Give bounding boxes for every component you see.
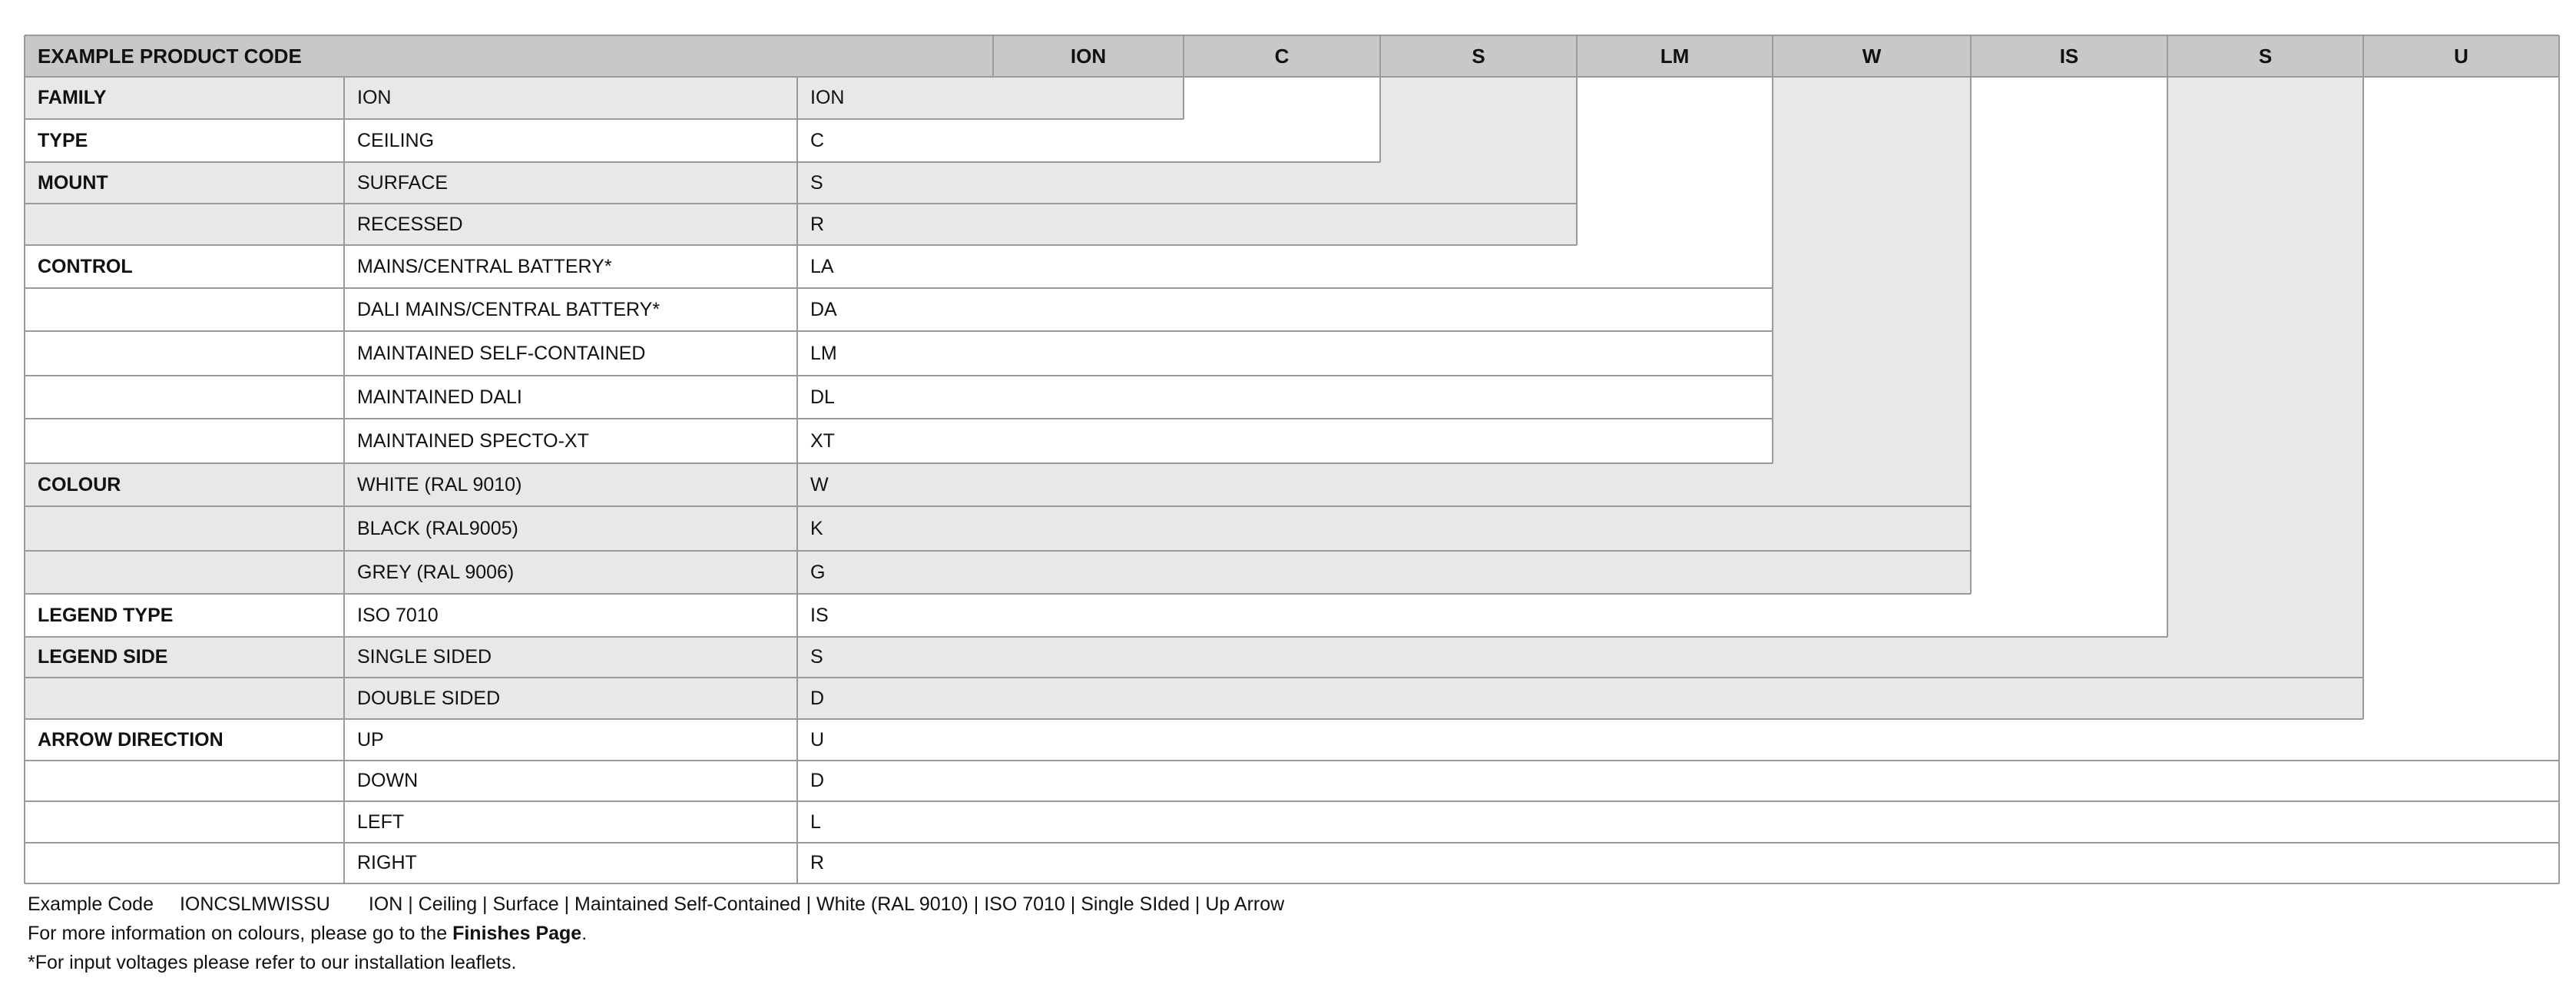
row-category xyxy=(25,288,344,331)
row-option: BLACK (RAL9005) xyxy=(357,517,518,539)
row-category xyxy=(25,551,344,594)
code-column-step-divider xyxy=(1772,77,1773,463)
row-option: SINGLE SIDED xyxy=(357,646,492,668)
header-code-4: LM xyxy=(1660,45,1690,68)
row-code: ION xyxy=(810,87,845,108)
row-category: MOUNT xyxy=(38,171,108,194)
example-code-label: Example Code xyxy=(28,893,154,915)
row-code: LM xyxy=(810,342,837,364)
row-code: DL xyxy=(810,386,835,408)
header-code-5: W xyxy=(1862,45,1882,68)
row-code: C xyxy=(810,129,825,151)
row-option: MAINTAINED SELF-CONTAINED xyxy=(357,342,646,364)
row-option: SURFACE xyxy=(357,171,449,194)
row-option: DOWN xyxy=(357,770,419,791)
row-category: ARROW DIRECTION xyxy=(38,728,223,751)
code-column-step-divider xyxy=(1576,77,1578,245)
example-code-description: ION | Ceiling | Surface | Maintained Self-Contained | White (RAL 9010) | ISO 7010 | Single SIded | Up Arrow xyxy=(368,893,1285,915)
example-code-value: IONCSLMWISSU xyxy=(179,893,330,915)
row-code: R xyxy=(810,213,825,235)
footer-notes xyxy=(28,890,1284,977)
header-code-1: ION xyxy=(1070,45,1107,68)
row-category: LEGEND SIDE xyxy=(38,646,168,668)
row-option: MAINTAINED DALI xyxy=(357,386,522,408)
row-option: GREY (RAL 9006) xyxy=(357,561,515,583)
table-right-border xyxy=(2558,35,2560,883)
row-option: MAINS/CENTRAL BATTERY* xyxy=(357,255,612,277)
row-code: S xyxy=(810,646,823,668)
row-code: XT xyxy=(810,429,835,452)
row-option: UP xyxy=(357,728,384,751)
row-code: W xyxy=(810,473,829,496)
row-option: DALI MAINS/CENTRAL BATTERY* xyxy=(357,298,661,320)
row-category: LEGEND TYPE xyxy=(38,604,174,626)
row-code: R xyxy=(810,852,825,873)
header-code-6: IS xyxy=(2059,45,2079,68)
row-option: RECESSED xyxy=(357,213,463,235)
row-code: L xyxy=(810,810,821,833)
code-column-step-divider xyxy=(1183,77,1184,119)
row-code: U xyxy=(810,728,825,751)
row-category xyxy=(25,801,344,843)
row-code: DA xyxy=(810,298,837,320)
example-code-line xyxy=(28,890,1284,919)
row-option: LEFT xyxy=(357,810,405,833)
row-code: LA xyxy=(810,255,834,277)
code-column-step-divider xyxy=(2167,77,2168,637)
row-option: ION xyxy=(357,87,392,108)
header-code-8: U xyxy=(2454,45,2468,68)
row-category: CONTROL xyxy=(38,255,133,277)
row-option: CEILING xyxy=(357,129,435,151)
row-option: RIGHT xyxy=(357,852,417,873)
voltage-note: *For input voltages please refer to our installation leaflets. xyxy=(28,952,517,973)
row-code: IS xyxy=(810,604,829,626)
header-code-7: S xyxy=(2258,45,2273,68)
code-column-step-divider xyxy=(1970,77,1972,594)
row-option: ISO 7010 xyxy=(357,604,439,626)
row-code: D xyxy=(810,687,825,709)
row-category xyxy=(25,678,344,719)
row-category xyxy=(25,843,344,883)
shaded-code-column xyxy=(2167,77,2363,637)
row-category xyxy=(25,331,344,376)
row-category xyxy=(25,376,344,419)
row-category xyxy=(25,419,344,463)
shaded-code-column xyxy=(1380,77,1577,162)
table-title: EXAMPLE PRODUCT CODE xyxy=(38,45,302,68)
row-code: K xyxy=(810,517,823,539)
row-code: S xyxy=(810,171,823,194)
row-category xyxy=(25,204,344,245)
row-code: G xyxy=(810,561,826,583)
header-code-2: C xyxy=(1274,45,1290,68)
code-column-step-divider xyxy=(2362,77,2364,719)
code-column-step-divider xyxy=(1379,77,1381,162)
row-category xyxy=(25,761,344,801)
row-category: COLOUR xyxy=(38,473,121,496)
row-code: D xyxy=(810,770,825,791)
row-option: WHITE (RAL 9010) xyxy=(357,473,522,496)
row-category xyxy=(25,506,344,551)
colours-note: For more information on colours, please go to the Finishes Page. xyxy=(28,923,588,944)
header-code-3: S xyxy=(1472,45,1485,68)
row-category: TYPE xyxy=(38,129,88,151)
row-option: DOUBLE SIDED xyxy=(357,687,501,709)
row-option: MAINTAINED SPECTO-XT xyxy=(357,429,589,452)
shaded-code-column xyxy=(1773,77,1971,463)
row-category: FAMILY xyxy=(38,87,107,108)
finishes-page-link[interactable]: Finishes Page xyxy=(452,923,582,944)
